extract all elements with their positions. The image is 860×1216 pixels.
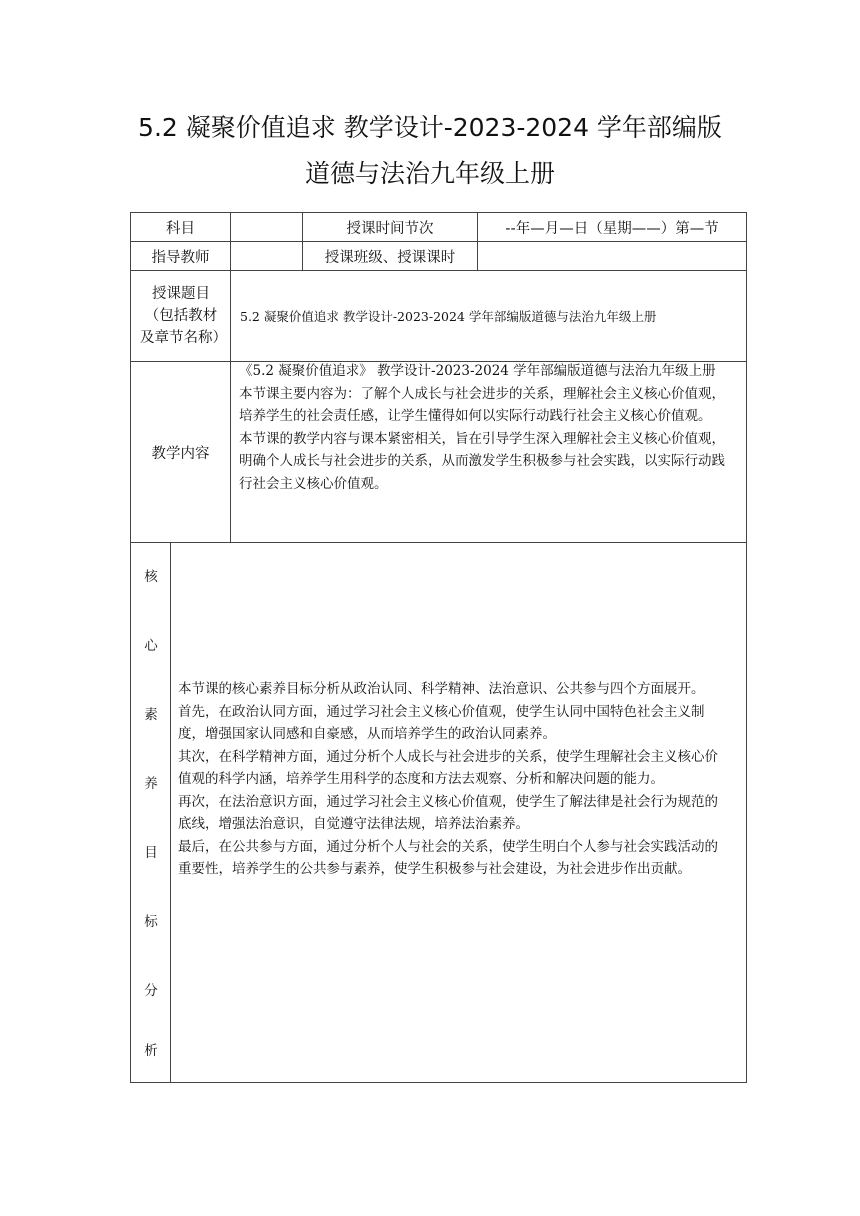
- document-title-line-2: 道德与法治九年级上册: [304, 159, 555, 188]
- teaching-content-paragraph: 本节课主要内容为：了解个人成长与社会进步的关系，理解社会主义核心价值观，培养学生的社会责任感，让学生懂得如何以实际行动践行社会主义核心价值观。: [239, 385, 725, 424]
- table-border: [130, 542, 747, 543]
- core-literacy-label-char: 分: [144, 983, 158, 999]
- analysis-paragraph: 最后，在公共参与方面，通过分析个人与社会的关系，使学生明白个人参与社会实践活动的重要性，培养学生的公共参与素养，使学生积极参与社会建设，为社会进步作出贡献。: [178, 838, 718, 877]
- teaching-content-paragraph: 《5.2 凝聚价值追求》 教学设计-2023-2024 学年部编版道德与法治九年级上册: [239, 363, 716, 379]
- teaching-content-paragraph: 本节课的教学内容与课本紧密相关，旨在引导学生深入理解社会主义核心价值观，明确个人成长与社会进步的关系，从而激发学生积极参与社会实践，以实际行动践行社会主义核心价值观。: [239, 430, 725, 492]
- core-literacy-label-char: 素: [144, 707, 158, 723]
- core-literacy-analysis-text: [178, 678, 731, 881]
- class-and-hours-value[interactable]: [478, 242, 746, 270]
- subject-value[interactable]: [231, 213, 302, 241]
- lesson-topic-label: 授课题目（包括教材及章节名称）: [140, 286, 227, 346]
- analysis-paragraph: 再次，在法治意识方面，通过学习社会主义核心价值观，使学生了解法律是社会行为规范的底线，增强法治意识，自觉遵守法律法规，培养法治素养。: [178, 793, 718, 832]
- analysis-paragraph: 本节课的核心素养目标分析从政治认同、科学精神、法治意识、公共参与四个方面展开。: [178, 681, 705, 697]
- core-literacy-label-char: 心: [144, 638, 158, 654]
- teaching-content-text: [239, 360, 737, 495]
- teaching-content-label: 教学内容: [151, 445, 210, 462]
- instructor-label: 指导教师: [151, 249, 210, 266]
- document-title-line-1: 5.2 凝聚价值追求 教学设计-2023-2024 学年部编版: [138, 113, 722, 142]
- class-time-label: 授课时间节次: [346, 220, 434, 237]
- table-border: [170, 542, 171, 1083]
- core-literacy-label-char: 标: [144, 914, 158, 930]
- core-literacy-label-char: 核: [144, 569, 158, 585]
- core-literacy-label-char: 析: [144, 1043, 158, 1059]
- table-border: [130, 1082, 747, 1083]
- core-literacy-label-char: 目: [144, 845, 158, 861]
- class-time-value[interactable]: --年—月—日（星期——）第—节: [505, 220, 719, 237]
- subject-label: 科目: [166, 220, 195, 237]
- core-literacy-label-char: 养: [144, 776, 158, 792]
- lesson-topic-value: 5.2 凝聚价值追求 教学设计-2023-2024 学年部编版道德与法治九年级上册: [240, 309, 657, 324]
- table-border: [746, 212, 747, 1083]
- class-and-hours-label: 授课班级、授课课时: [324, 249, 456, 266]
- instructor-value[interactable]: [231, 242, 302, 270]
- analysis-paragraph: 首先，在政治认同方面，通过学习社会主义核心价值观，使学生认同中国特色社会主义制度，增强国家认同感和自豪感，从而培养学生的政治认同素养。: [178, 703, 705, 742]
- analysis-paragraph: 其次，在科学精神方面，通过分析个人成长与社会进步的关系，使学生理解社会主义核心价值观的科学内涵，培养学生用科学的态度和方法去观察、分析和解决问题的能力。: [178, 748, 718, 787]
